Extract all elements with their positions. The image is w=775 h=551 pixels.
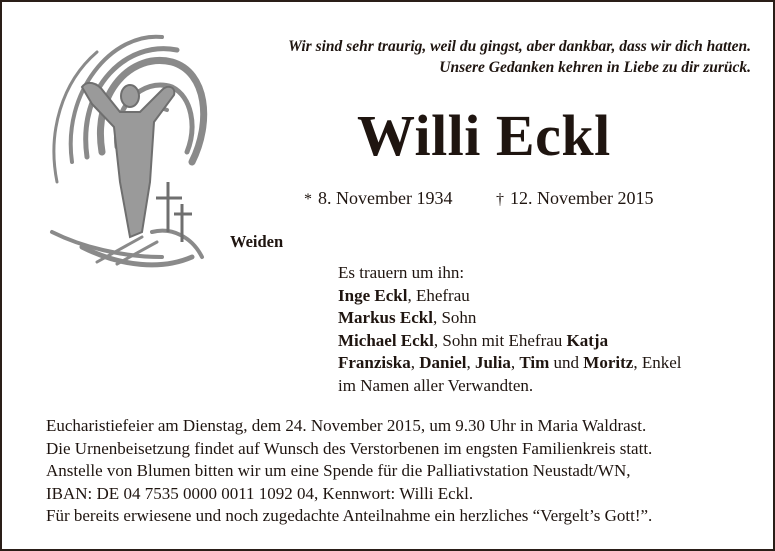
mourner-name: Daniel <box>419 353 467 373</box>
separator: , <box>466 353 475 373</box>
birth-date <box>304 188 452 209</box>
footer-line: Anstelle von Blumen bitten wir um eine Spende für die Palliativstation Neustadt/WN, <box>46 461 631 481</box>
birth-date-text: 8. November 1934 <box>318 188 453 208</box>
footer-line: IBAN: DE 04 7535 0000 0011 1092 04, Kennwort: Willi Eckl. <box>46 483 474 503</box>
footer-line: Eucharistiefeier am Dienstag, dem 24. November 2015, um 9.30 Uhr in Maria Waldrast. <box>46 416 647 435</box>
separator: und <box>549 353 584 373</box>
service-details <box>46 415 652 528</box>
mourner-name: Moritz <box>583 353 634 373</box>
mourners-list <box>338 262 681 398</box>
motto <box>191 36 751 78</box>
mourner-name: Michael Eckl <box>338 330 434 350</box>
mourner-line <box>338 352 681 375</box>
motto-line: Wir sind sehr traurig, weil du gingst, aber dankbar, dass wir dich hatten. <box>288 38 751 55</box>
birth-symbol: * <box>304 191 312 208</box>
footer-line: Für bereits erwiesene und noch zugedachte Anteilnahme ein herzliches “Vergelt’s Gott!”. <box>46 506 653 526</box>
mourner-line <box>338 307 681 330</box>
mourner-relation: , Sohn <box>432 308 477 328</box>
mourner-relation: , Sohn mit Ehefrau <box>433 330 567 350</box>
mourner-name: Franziska <box>338 353 411 373</box>
mourner-relation: , Ehefrau <box>407 285 470 305</box>
mourners-closing: im Namen aller Verwandten. <box>338 375 534 395</box>
mourner-name: Tim <box>519 353 550 373</box>
footer-line: Die Urnenbeisetzung findet auf Wunsch des Verstorbenen im engsten Familienkreis statt. <box>46 438 653 458</box>
mourner-name: Katja <box>566 330 609 350</box>
death-date <box>496 188 653 209</box>
motto-line: Unsere Gedanken kehren in Liebe zu dir zurück. <box>439 59 751 76</box>
mourner-relation: , Enkel <box>633 353 682 373</box>
mourner-name: Julia <box>474 353 511 373</box>
resurrected-christ-icon <box>42 32 212 272</box>
mourners-intro: Es trauern um ihn: <box>338 263 465 282</box>
residence-place: Weiden <box>230 232 284 251</box>
deceased-name: Willi Eckl <box>357 103 611 168</box>
mourner-name: Inge Eckl <box>338 285 408 305</box>
mourner-line <box>338 330 681 353</box>
separator: , <box>410 353 420 373</box>
separator: , <box>510 353 520 373</box>
mourner-line <box>338 285 681 308</box>
death-date-text: 12. November 2015 <box>510 188 654 208</box>
death-cross-symbol: † <box>496 191 504 208</box>
mourner-name: Markus Eckl <box>338 308 433 328</box>
